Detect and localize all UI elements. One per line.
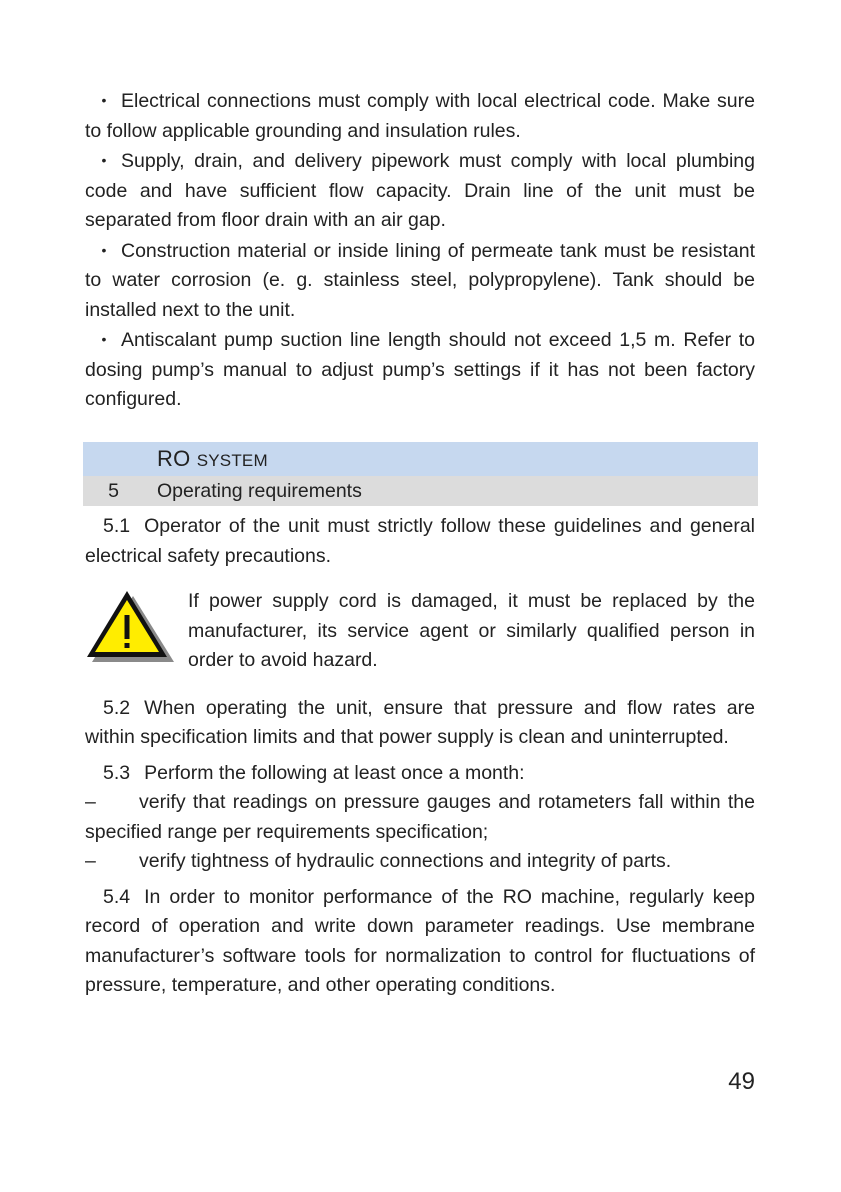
dash-icon: – (85, 791, 96, 813)
bullet-item: • Electrical connections must comply with local electrical code. Make sure to follow applicable grounding and insulation rules. (85, 86, 755, 146)
bullet-list (85, 86, 755, 415)
section-body (85, 512, 755, 1001)
bullet-icon: • (101, 241, 107, 258)
dash-list-item: – verify that readings on pressure gauges and rotameters fall within the specified range per requirements specification; (85, 788, 755, 847)
page-number: 49 (728, 1068, 755, 1095)
section-heading: Operating requirements (157, 479, 362, 502)
paragraph-5-4: 5.4 In order to monitor performance of the RO machine, regularly keep record of operation and write down parameter readings. Use membrane manufacturer’s software tools for normalization to control for fluctuations of pressure, temperature, and other operating conditions. (85, 885, 755, 996)
bullet-icon: • (101, 152, 107, 168)
warning-box (85, 587, 755, 676)
chapter-title-band (83, 442, 758, 476)
warning-text: If power supply cord is damaged, it must be replaced by the manufacturer, its service agent or similarly qualified person in order to avoid hazard. (188, 590, 755, 671)
section-heading-band (83, 476, 758, 506)
chapter-title: RO SYSTEM (157, 446, 268, 471)
section-number: 5 (108, 479, 119, 502)
bullet-item: • Construction material or inside lining of permeate tank must be resistant to water corrosion (e. g. stainless steel, polypropylene). Tank should be installed next to the unit. (85, 236, 755, 326)
paragraph-5-1: 5.1 Operator of the unit must strictly follow these guidelines and general electrical safety precautions. (85, 515, 755, 567)
dash-icon: – (85, 850, 96, 872)
section-header (83, 442, 758, 506)
bullet-item: • Antiscalant pump suction line length should not exceed 1,5 m. Refer to dosing pump’s manual to adjust pump’s settings if it has not been factory configured. (85, 325, 755, 415)
bullet-icon: • (101, 92, 107, 108)
bullet-item: • Supply, drain, and delivery pipework must comply with local plumbing code and have sufficient flow capacity. Drain line of the unit must be separated from floor drain with an air gap. (85, 146, 755, 236)
dash-list-item: – verify tightness of hydraulic connections and integrity of parts. (85, 847, 755, 877)
warning-triangle-icon (85, 587, 188, 676)
paragraph-5-3: 5.3 Perform the following at least once a month: (103, 761, 525, 784)
bullet-icon: • (101, 331, 107, 347)
paragraph-5-2: 5.2 When operating the unit, ensure that pressure and flow rates are within specification limits and that power supply is clean and uninterrupted. (85, 696, 755, 748)
